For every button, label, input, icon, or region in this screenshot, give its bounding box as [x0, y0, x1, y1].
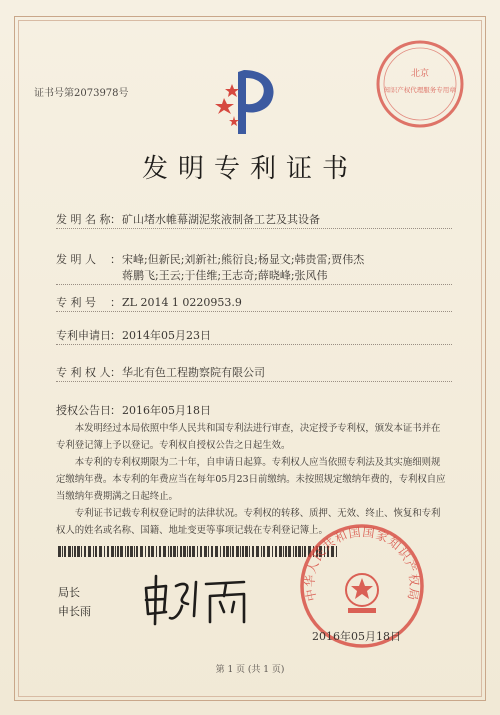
seal-date: 2016年05月18日: [312, 630, 401, 643]
certificate-number: 证书号第2073978号: [34, 88, 129, 99]
divider: [56, 284, 452, 285]
field-label: 发 明 人: [56, 253, 96, 266]
field-label: 授权公告日: [56, 404, 111, 417]
page-indicator: 第 1 页 (共 1 页): [215, 665, 285, 675]
agency-stamp-icon: [372, 36, 468, 132]
patentee-field: 专 利 权 人：华北有色工程勘察院有限公司: [56, 366, 265, 379]
director-signature-icon: [140, 568, 260, 628]
invention-name-field: 发 明 名 称：矿山堵水帷幕湖泥浆液制备工艺及其设备: [56, 213, 320, 226]
field-value: 2014年05月23日: [122, 329, 211, 342]
field-value: 矿山堵水帷幕湖泥浆液制备工艺及其设备: [122, 213, 320, 226]
divider: [56, 381, 452, 382]
field-value: 华北有色工程勘察院有限公司: [122, 366, 265, 379]
director-name: 申长雨: [58, 605, 91, 618]
field-value: 蒋鹏飞;王云;于佳维;王志奇;薛晓峰;张风伟: [122, 269, 328, 282]
body-paragraph: 本发明经过本局依照中华人民共和国专利法进行审查，决定授予专利权，颁发本证书并在专利登记簿上予以登记。专利权自授权公告之日起生效。: [56, 423, 441, 451]
field-label: 专 利 权 人: [56, 366, 111, 379]
certificate-title: 发明专利证书: [141, 154, 358, 184]
stamp-org-text: 北京: [410, 69, 430, 79]
patent-number-field: 专 利 号 ：ZL 2014 1 0220953.9: [56, 296, 242, 309]
divider: [56, 344, 452, 345]
field-value: ZL 2014 1 0220953.9: [122, 296, 242, 309]
field-label: 专 利 号: [56, 296, 96, 309]
body-paragraph: 本专利的专利权期限为二十年，自申请日起算。专利权人应当依照专利法及其实施细则规定缴纳年费。本专利的年费应当在每年05月23日前缴纳。未按照规定缴纳年费的，专利权自应当缴纳年费期满之日起终止。: [56, 457, 446, 502]
director-title: 局长: [58, 586, 80, 599]
field-value: 宋峰;但新民;刘新社;熊衍良;杨显文;韩贵雷;贾伟杰: [122, 253, 365, 266]
inventors-field: 发 明 人 ：宋峰;但新民;刘新社;熊衍良;杨显文;韩贵雷;贾伟杰: [56, 253, 365, 266]
field-label: 专利申请日: [56, 329, 111, 342]
inventors-field-line2: [122, 267, 328, 283]
seal-text: 中华人民共和国国家知识产权局: [302, 524, 422, 603]
field-label: 发 明 名 称: [56, 213, 111, 226]
divider: [56, 228, 452, 229]
announcement-date-field: 授权公告日：2016年05月18日: [56, 404, 211, 417]
field-value: 2016年05月18日: [122, 404, 211, 417]
body-paragraph: 专利证书记载专利权登记时的法律状况。专利权的转移、质押、无效、终止、恢复和专利权人的姓名或名称、国籍、地址变更等事项记载在专利登记簿上。: [56, 508, 441, 536]
patent-office-logo-icon: [214, 62, 286, 142]
divider: [56, 311, 452, 312]
filing-date-field: 专利申请日：2014年05月23日: [56, 329, 211, 342]
stamp-text: 知识产权代理服务专用章: [384, 86, 456, 94]
